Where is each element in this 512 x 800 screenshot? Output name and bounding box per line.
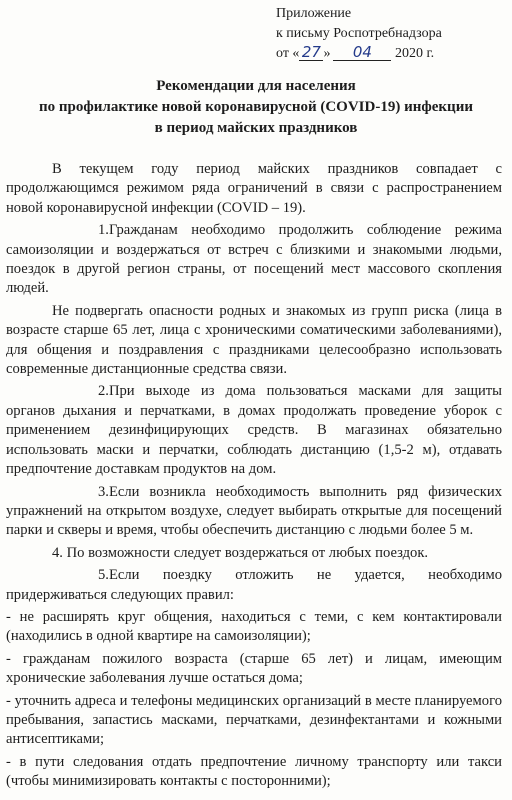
- item-3-number: 3.: [98, 483, 109, 500]
- document-body: [6, 160, 502, 795]
- item-5: [6, 566, 502, 605]
- title-line-2: по профилактике новой коронавирусной (COVID-19) инфекции: [39, 99, 473, 115]
- bullet-item: - гражданам пожилого возраста (старше 65 лет) и лицам, имеющим хронические заболевания лучше остаться дома;: [6, 650, 502, 687]
- bullet-item: - не расширять круг общения, находиться с теми, с кем контактировали (находились в одной квартире на самоизоляции);: [6, 608, 502, 645]
- item-3-text: Если возникла необходимость выполнить ряд физических упражнений на открытом воздухе, следует выбирать открытые для посещений парки и скверы и время, чтобы обеспечить дистанцию с людьми более 5 м.: [6, 483, 502, 539]
- bullet-item: - в пути следования отдать предпочтение личному транспорту или такси (чтобы минимизировать контакты с посторонними);: [6, 753, 502, 790]
- document-title: [0, 76, 512, 139]
- date-day-handwritten: 27: [299, 44, 323, 61]
- date-month-handwritten: 04: [333, 44, 391, 61]
- appendix-letter-ref: к письму Роспотребнадзора: [276, 26, 442, 41]
- item-2-number: 2.: [98, 383, 109, 400]
- item-1-continuation: Не подвергать опасности родных и знакомых из групп риска (лица в возрасте старше 65 лет, лица с хроническими соматическими заболеваниями), для общения и поздравления с праздниками целесообразно использовать современные дистанционные средства связи.: [6, 302, 502, 378]
- item-3: [6, 483, 502, 541]
- date-mid: »: [323, 46, 331, 61]
- date-suffix: 2020 г.: [394, 46, 435, 61]
- item-1-number: 1.: [98, 222, 109, 239]
- item-2: [6, 382, 502, 479]
- item-5-text: Если поездку отложить не удается, необходимо придерживаться следующих правил:: [6, 567, 502, 603]
- item-4: 4. По возможности следует воздержаться от любых поездок.: [52, 544, 429, 561]
- title-line-3: в период майских праздников: [154, 120, 358, 136]
- item-5-number: 5.: [98, 567, 109, 584]
- bullet-item: - уточнить адреса и телефоны медицинских организаций в месте планируемого пребывания, запастись масками, перчатками, дезинфектантами и кожными антисептиками;: [6, 692, 502, 748]
- item-1: [6, 221, 502, 299]
- appendix-block: [276, 4, 506, 64]
- item-1-text: Гражданам необходимо продолжить соблюдение режима самоизоляции и воздержаться от встреч с близкими и знакомыми людьми, поездок в другой регион страны, от посещений мест массового скопления людей.: [6, 222, 502, 297]
- appendix-date: [276, 44, 506, 64]
- appendix-label: Приложение: [276, 6, 352, 21]
- item-2-text: При выходе из дома пользоваться масками для защиты органов дыхания и перчатками, в домах продолжать проведение уборок с применением дезинфицирующих средств. В магазинах обязательно использовать маски и перчатки, соблюдать дистанцию (1,5-2 м), отдавать предпочтение доставкам продуктов на дом.: [6, 383, 502, 478]
- intro-paragraph: В текущем году период майских праздников совпадает с продолжающимся режимом ряда ограничений в связи с распространением новой коронавирусной инфекции (COVID – 19).: [6, 161, 502, 216]
- date-prefix: от «: [276, 46, 300, 61]
- title-line-1: Рекомендации для населения: [156, 78, 356, 94]
